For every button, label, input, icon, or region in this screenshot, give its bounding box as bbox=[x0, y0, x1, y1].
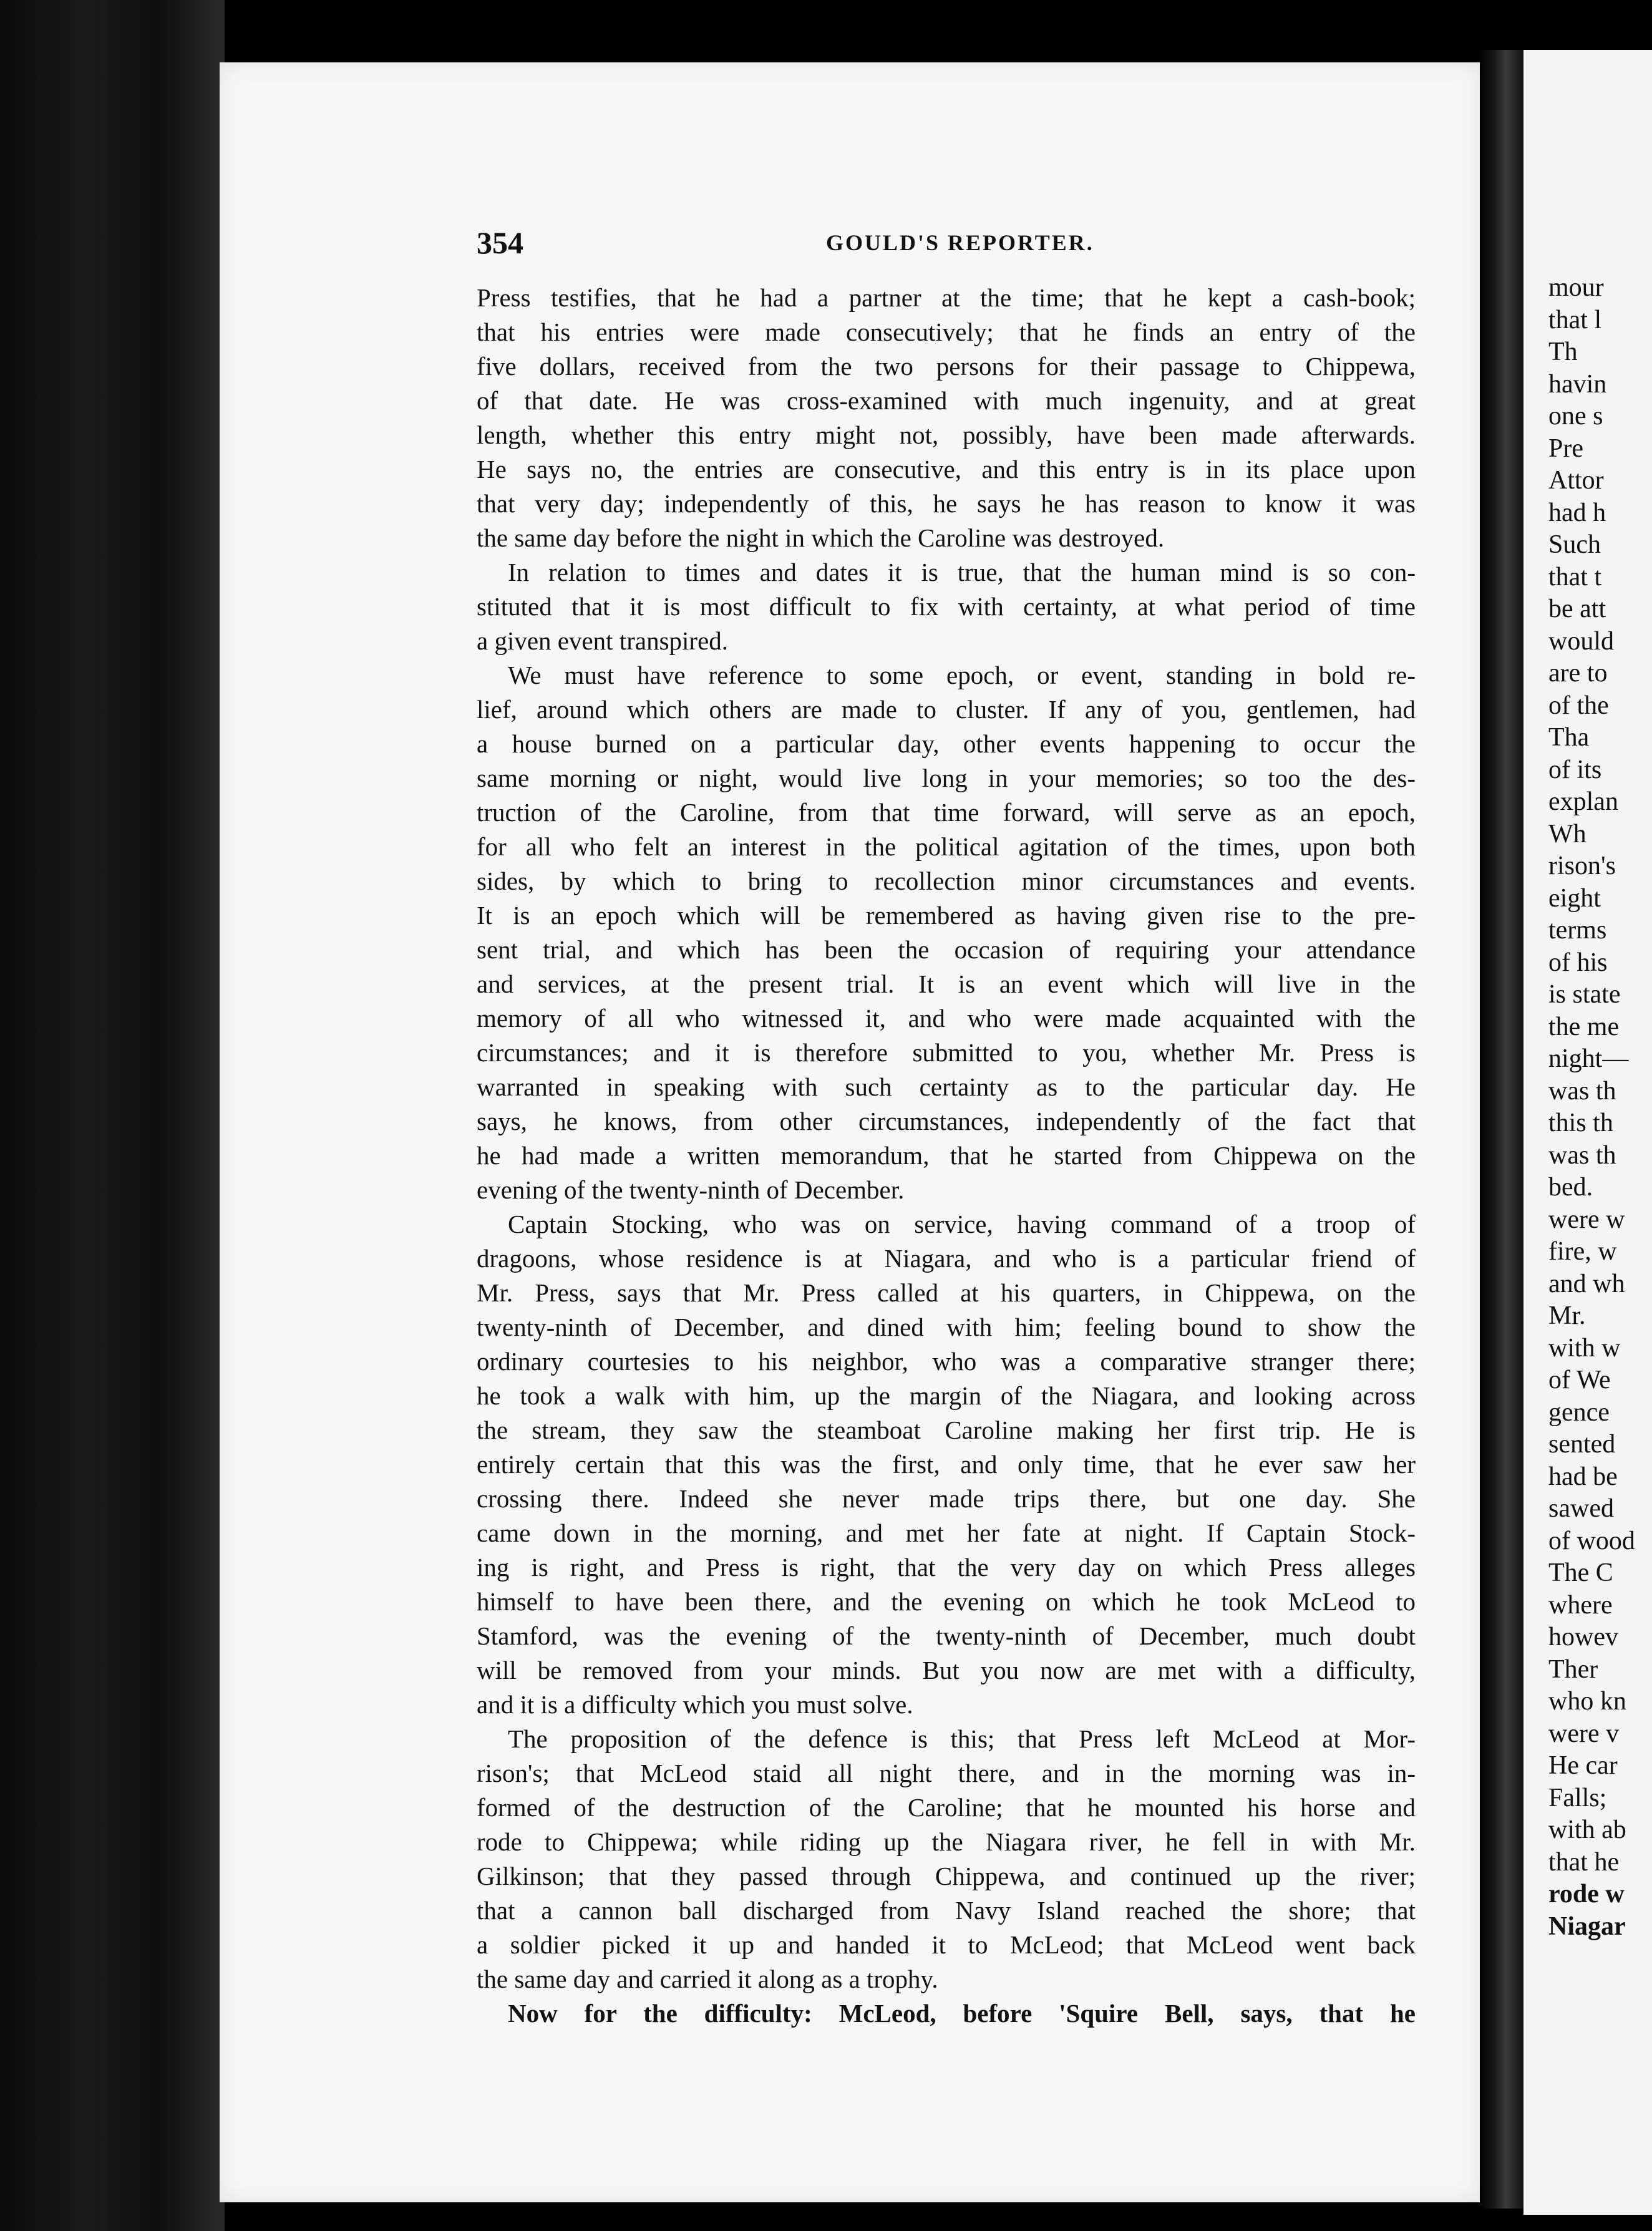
facing-page-line: sented bbox=[1548, 1430, 1616, 1459]
facing-page-line: where bbox=[1548, 1590, 1613, 1620]
facing-page-line: one s bbox=[1548, 402, 1603, 430]
text-line: Press testifies, that he had a partner at the time; that he kept a cash-book; bbox=[477, 283, 1416, 312]
text-line: sides, by which to bring to recollection minor circumstances and events. bbox=[477, 867, 1416, 895]
text-line: the same day and carried it along as a trophy. bbox=[477, 1965, 938, 1993]
text-line: warranted in speaking with such certainty as to the particular day. He bbox=[477, 1072, 1416, 1101]
facing-page-line: explan bbox=[1548, 787, 1618, 816]
facing-page-fragment bbox=[1523, 50, 1652, 2215]
binding-gutter bbox=[0, 0, 225, 2231]
facing-page-line: were w bbox=[1548, 1205, 1625, 1234]
facing-page-line: and wh bbox=[1548, 1269, 1625, 1298]
facing-page-line: of his bbox=[1548, 948, 1608, 977]
text-line: same morning or night, would live long in your memories; so too the des- bbox=[477, 764, 1416, 792]
text-line: he took a walk with him, up the margin of the Niagara, and looking across bbox=[477, 1381, 1416, 1410]
text-line: It is an epoch which will be remembered as having given rise to the pre- bbox=[477, 901, 1416, 930]
body-text bbox=[477, 281, 1416, 2031]
text-line: Gilkinson; that they passed through Chippewa, and continued up the river; bbox=[477, 1862, 1416, 1890]
text-line: The proposition of the defence is this; that Press left McLeod at Mor- bbox=[508, 1724, 1416, 1753]
facing-page-line: of We bbox=[1548, 1366, 1611, 1394]
text-line: a soldier picked it up and handed it to McLeod; that McLeod went back bbox=[477, 1930, 1416, 1959]
facing-page-line: Th bbox=[1548, 338, 1578, 366]
text-line: sent trial, and which has been the occasion of requiring your attendance bbox=[477, 935, 1416, 964]
facing-page-line: is state bbox=[1548, 980, 1621, 1009]
facing-page-line: was th bbox=[1548, 1076, 1616, 1106]
facing-page-line: The C bbox=[1548, 1558, 1613, 1587]
facing-page-line: was th bbox=[1548, 1140, 1616, 1170]
facing-page-line: of the bbox=[1548, 691, 1609, 720]
facing-page-line: had be bbox=[1548, 1462, 1618, 1491]
text-line: that a cannon ball discharged from Navy Island reached the shore; that bbox=[477, 1896, 1416, 1925]
text-line: a given event transpired. bbox=[477, 626, 729, 655]
facing-page-line: this th bbox=[1548, 1109, 1613, 1137]
facing-page-line: terms bbox=[1548, 916, 1607, 945]
text-line: says, he knows, from other circumstances, independently of the fact that bbox=[477, 1107, 1416, 1135]
facing-page-line: sawed bbox=[1548, 1494, 1614, 1523]
facing-page-line: fire, w bbox=[1548, 1237, 1617, 1266]
text-line: a house burned on a particular day, other events happening to occur the bbox=[477, 729, 1416, 758]
text-line: will be removed from your minds. But you now are met with a difficulty, bbox=[477, 1656, 1416, 1684]
facing-page-line: with w bbox=[1548, 1333, 1621, 1363]
text-line: length, whether this entry might not, possibly, have been made afterwards. bbox=[477, 420, 1416, 449]
text-line: ordinary courtesies to his neighbor, who was a comparative stranger there; bbox=[477, 1347, 1416, 1376]
facing-page-line: rison's bbox=[1548, 852, 1616, 880]
text-line: he had made a written memorandum, that he started from Chippewa on the bbox=[477, 1141, 1416, 1170]
facing-page-line: who kn bbox=[1548, 1687, 1626, 1716]
text-line: the same day before the night in which the Caroline was destroyed. bbox=[477, 523, 1165, 552]
facing-page-line: gence bbox=[1548, 1397, 1610, 1427]
text-line: Now for the difficulty: McLeod, before 'Squire Bell, says, that he bbox=[508, 1999, 1416, 2028]
facing-page-line: howev bbox=[1548, 1623, 1618, 1651]
text-line: five dollars, received from the two persons for their passage to Chippewa, bbox=[477, 352, 1416, 381]
facing-page-line: with ab bbox=[1548, 1815, 1626, 1844]
text-line: He says no, the entries are consecutive, and this entry is in its place upon bbox=[477, 455, 1416, 484]
text-line: Stamford, was the evening of the twenty-ninth of December, much doubt bbox=[477, 1621, 1416, 1650]
facing-page-line: of wood bbox=[1548, 1526, 1635, 1555]
text-line: stituted that it is most difficult to fix with certainty, at what period of time bbox=[477, 592, 1416, 621]
text-line: entirely certain that this was the first, and only time, that he ever saw her bbox=[477, 1450, 1416, 1479]
text-line: that his entries were made consecutively; that he finds an entry of the bbox=[477, 318, 1416, 346]
text-line: came down in the morning, and met her fate at night. If Captain Stock- bbox=[477, 1519, 1416, 1547]
facing-page-line: would bbox=[1548, 626, 1614, 656]
facing-page-line: night— bbox=[1548, 1044, 1629, 1073]
facing-page-line: that he bbox=[1548, 1847, 1620, 1877]
facing-page-line: Tha bbox=[1548, 723, 1590, 752]
text-line: In relation to times and dates it is true, that the human mind is so con- bbox=[508, 558, 1416, 586]
page-number: 354 bbox=[477, 225, 523, 260]
text-line: lief, around which others are made to cluster. If any of you, gentlemen, had bbox=[477, 695, 1416, 724]
text-line: twenty-ninth of December, and dined with him; feeling bound to show the bbox=[477, 1313, 1416, 1341]
facing-page-line: that l bbox=[1548, 305, 1602, 334]
facing-page-line: Pre bbox=[1548, 434, 1583, 463]
facing-page-line: be att bbox=[1548, 595, 1606, 623]
page-fold-shadow bbox=[1480, 50, 1523, 2209]
text-line: ing is right, and Press is right, that the very day on which Press alleges bbox=[477, 1553, 1416, 1582]
page-header bbox=[477, 225, 1412, 268]
running-head: GOULD'S REPORTER. bbox=[826, 230, 1094, 255]
facing-page-line: Wh bbox=[1548, 819, 1586, 848]
facing-page-line: had h bbox=[1548, 498, 1606, 527]
text-line: for all who felt an interest in the political agitation of the times, upon both bbox=[477, 832, 1416, 861]
facing-page-line: that t bbox=[1548, 562, 1602, 591]
text-line: We must have reference to some epoch, or event, standing in bold re- bbox=[508, 661, 1416, 689]
text-line: himself to have been there, and the evening on which he took McLeod to bbox=[477, 1587, 1416, 1616]
text-line: rode to Chippewa; while riding up the Niagara river, he fell in with Mr. bbox=[477, 1827, 1416, 1856]
text-line: the stream, they saw the steamboat Caroline making her first trip. He is bbox=[477, 1416, 1416, 1444]
facing-page-line: bed. bbox=[1548, 1173, 1593, 1202]
text-line: and services, at the present trial. It is an event which will live in the bbox=[477, 970, 1416, 998]
text-line: dragoons, whose residence is at Niagara, and who is a particular friend of bbox=[477, 1244, 1416, 1273]
facing-page-line: eight bbox=[1548, 883, 1601, 913]
facing-page-line: Attor bbox=[1548, 466, 1604, 495]
facing-page-line: Falls; bbox=[1548, 1783, 1607, 1812]
text-line: evening of the twenty-ninth of December. bbox=[477, 1175, 905, 1204]
text-line: rison's; that McLeod staid all night there, and in the morning was in- bbox=[477, 1759, 1416, 1787]
text-line: of that date. He was cross-examined with much ingenuity, and at great bbox=[477, 386, 1416, 415]
facing-page-line: were v bbox=[1548, 1719, 1620, 1748]
facing-page-line: of its bbox=[1548, 755, 1602, 784]
text-line: memory of all who witnessed it, and who were made acquainted with the bbox=[477, 1004, 1416, 1033]
facing-page-line: the me bbox=[1548, 1012, 1620, 1041]
facing-page-line: mour bbox=[1548, 273, 1604, 302]
facing-page-line: Ther bbox=[1548, 1655, 1598, 1684]
text-line: crossing there. Indeed she never made trips there, but one day. She bbox=[477, 1484, 1416, 1513]
text-line: circumstances; and it is therefore submitted to you, whether Mr. Press is bbox=[477, 1038, 1416, 1067]
text-line: Captain Stocking, who was on service, having command of a troop of bbox=[508, 1210, 1416, 1238]
text-line: Mr. Press, says that Mr. Press called at his quarters, in Chippewa, on the bbox=[477, 1278, 1416, 1307]
facing-page-line: havin bbox=[1548, 369, 1607, 399]
facing-page-line: are to bbox=[1548, 659, 1608, 688]
text-line: truction of the Caroline, from that time forward, will serve as an epoch, bbox=[477, 798, 1416, 827]
facing-page-line: Mr. bbox=[1548, 1301, 1586, 1330]
facing-page-line: Niagar bbox=[1548, 1912, 1626, 1941]
facing-page-line: Such bbox=[1548, 530, 1601, 559]
facing-page-line: He car bbox=[1548, 1751, 1618, 1780]
text-line: formed of the destruction of the Caroline; that he mounted his horse and bbox=[477, 1793, 1416, 1822]
text-line: that very day; independently of this, he says he has reason to know it was bbox=[477, 489, 1416, 518]
text-line: and it is a difficulty which you must solve. bbox=[477, 1690, 913, 1719]
facing-page-line: rode w bbox=[1548, 1880, 1625, 1908]
